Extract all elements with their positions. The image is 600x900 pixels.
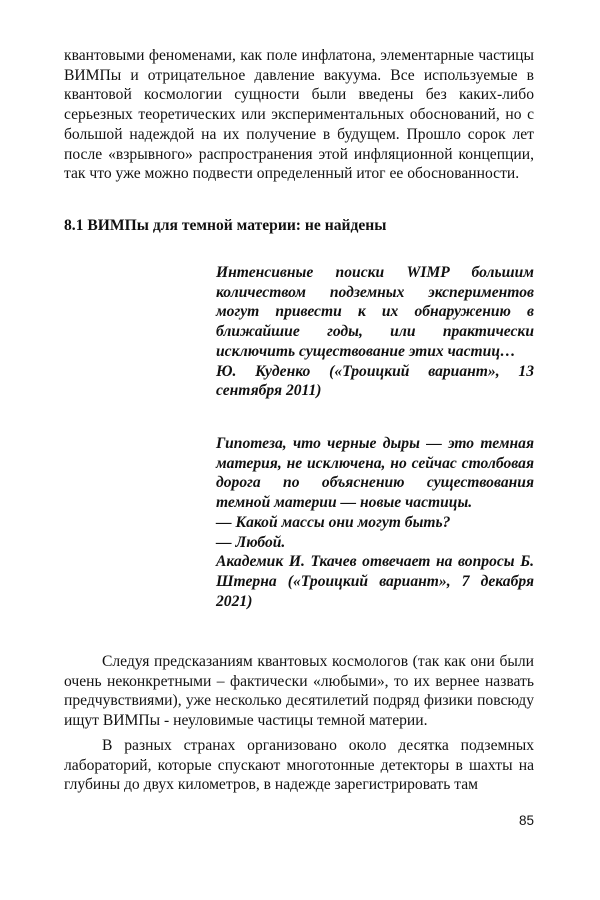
epigraph-attribution: Академик И. Ткачев отвечает на вопросы Б. Штерна («Троицкий вариант», 7 декабря 2021) xyxy=(216,553,534,610)
epigraph-quote: Интенсивные поиски WIMP большим количеством подземных экспериментов могут привести к их обнаружению в ближайшие годы, или практически исключить существование этих частиц… xyxy=(216,264,534,360)
page-number: 85 xyxy=(519,813,535,828)
epigraph-kudenko xyxy=(216,263,534,401)
epigraph-attribution: Ю. Куденко («Троицкий вариант», 13 сентября 2011) xyxy=(216,362,534,400)
epigraph-answer: — Любой. xyxy=(216,533,286,551)
epigraph-tkachev xyxy=(216,434,534,611)
epigraph-quote: Гипотеза, что черные дыры — это темная материя, не исключена, но сейчас столбовая дорога по объяснению существования темной материи — новые частицы. xyxy=(216,435,534,512)
epigraph-question: — Какой массы они могут быть? xyxy=(216,513,451,531)
intro-paragraph: квантовыми феноменами, как поле инфлатона, элементарные частицы ВИМПы и отрицательное давление вакуума. Все используемые в квантовой космологии сущности были введены без каких-либо серьезных теоретических или экспериментальных обоснований, но с большой надеждой на их получение в будущем. Прошло сорок лет после «взрывного» распространения этой инфляционной концепции, так что уже можно подвести определенный итог ее обоснованности. xyxy=(64,47,534,183)
section-heading: 8.1 ВИМПы для темной материи: не найдены xyxy=(64,217,387,234)
body-paragraph: В разных странах организовано около десятка подземных лабораторий, которые спускают многотонные детекторы в шахты на глубины до двух километров, в надежде зарегистрировать там xyxy=(64,737,534,794)
body-paragraph: Следуя предсказаниям квантовых космологов (так как они были очень неконкретными – фактически «любыми», то их вернее назвать предчувствиями), уже несколько десятилетий подряд физики повсюду ищут ВИМПы - неуловимые частицы темной материи. xyxy=(64,653,534,730)
